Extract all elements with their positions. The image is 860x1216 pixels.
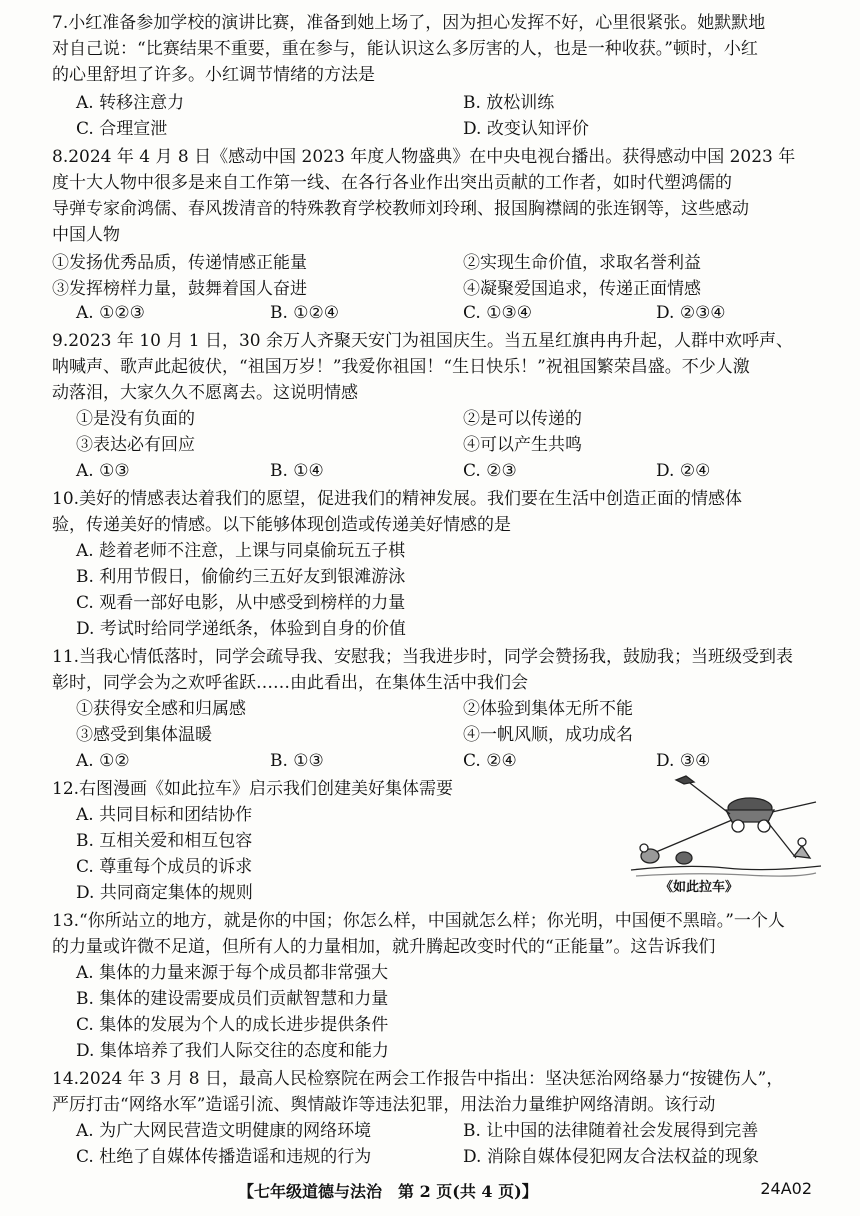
q7-option-c: C. 合理宣泄 <box>76 119 168 139</box>
q7-option-a: A. 转移注意力 <box>76 93 185 113</box>
q13-option-b: B. 集体的建设需要成员们贡献智慧和力量 <box>76 989 389 1009</box>
q9-statement-1: ①是没有负面的 <box>76 409 195 429</box>
q11-option-d: D. ③④ <box>656 751 711 771</box>
q11-statement-1: ①获得安全感和归属感 <box>76 699 246 719</box>
q11-statement-4: ④一帆风顺，成功成名 <box>463 725 633 745</box>
q8-statement-1: ①发扬优秀品质，传递情感正能量 <box>52 253 307 273</box>
q12-option-b: B. 互相关爱和相互包容 <box>76 831 253 851</box>
q14-option-c: C. 杜绝了自媒体传播造谣和违规的行为 <box>76 1147 372 1167</box>
q13-line-1: 13.“你所站立的地方，就是你的中国；你怎么样，中国就怎么样；你光明，中国便不黑暗。”一个人 <box>52 911 785 931</box>
q11-line-2: 彰时，同学会为之欢呼雀跃……由此看出，在集体生活中我们会 <box>52 673 528 693</box>
q14-option-a: A. 为广大网民营造文明健康的网络环境 <box>76 1121 372 1141</box>
q9-option-c: C. ②③ <box>463 461 517 481</box>
q9-line-1: 9.2023 年 10 月 1 日，30 余万人齐聚天安门为祖国庆生。当五星红旗冉冉升起，人群中欢呼声、 <box>52 331 793 351</box>
q14-line-2: 严厉打击“网络水军”造谣引流、舆情敲诈等违法犯罪，用法治力量维护网络清朗。该行动 <box>52 1095 716 1115</box>
q8-option-b: B. ①②④ <box>270 303 340 323</box>
q8-line-4: 中国人物 <box>52 225 120 245</box>
q10-option-a: A. 趁着老师不注意，上课与同桌偷玩五子棋 <box>76 541 406 561</box>
q10-option-d: D. 考试时给同学递纸条，体验到自身的价值 <box>76 619 406 639</box>
q11-option-b: B. ①③ <box>270 751 324 771</box>
q13-option-d: D. 集体培养了我们人际交往的态度和能力 <box>76 1041 389 1061</box>
q9-statement-4: ④可以产生共鸣 <box>463 435 582 455</box>
q11-option-c: C. ②④ <box>463 751 517 771</box>
q11-statement-3: ③感受到集体温暖 <box>76 725 212 745</box>
q12-line-1: 12.右图漫画《如此拉车》启示我们创建美好集体需要 <box>52 779 454 799</box>
q9-option-a: A. ①③ <box>76 461 130 481</box>
q8-line-3: 导弹专家俞鸿儒、春风拨清音的特殊教育学校教师刘玲琍、报国胸襟阔的张连钢等，这些感动 <box>52 199 749 219</box>
q10-line-2: 验，传递美好的情感。以下能够体现创造或传递美好情感的是 <box>52 515 511 535</box>
q7-option-d: D. 改变认知评价 <box>463 119 589 139</box>
q8-line-2: 度十大人物中很多是来自工作第一线、在各行各业作出突出贡献的工作者，如时代塑鸿儒的 <box>52 173 732 193</box>
cartoon-caption: 《如此拉车》 <box>660 880 739 895</box>
q12-option-d: D. 共同商定集体的规则 <box>76 883 253 903</box>
q12-option-c: C. 尊重每个成员的诉求 <box>76 857 253 877</box>
q14-line-1: 14.2024 年 3 月 8 日，最高人民检察院在两会工作报告中指出：坚决惩治网络暴力“按键伤人”， <box>52 1069 784 1089</box>
q14-option-d: D. 消除自媒体侵犯网友合法权益的现象 <box>463 1147 759 1167</box>
q9-option-d: D. ②④ <box>656 461 711 481</box>
q9-statement-2: ②是可以传递的 <box>463 409 582 429</box>
q11-line-1: 11.当我心情低落时，同学会疏导我、安慰我；当我进步时，同学会赞扬我，鼓励我；当班级受到表 <box>52 647 794 667</box>
page-footer <box>0 1179 860 1205</box>
footer-code: 24A02 <box>760 1179 812 1198</box>
q13-line-2: 的力量或许微不足道，但所有人的力量相加，就升腾起改变时代的“正能量”。这告诉我们 <box>52 937 716 957</box>
q9-line-2: 呐喊声、歌声此起彼伏，“祖国万岁！”我爱你祖国！“生日快乐！”祝祖国繁荣昌盛。不少人激 <box>52 357 750 377</box>
q10-option-b: B. 利用节假日，偷偷约三五好友到银滩游泳 <box>76 567 406 587</box>
q9-statement-3: ③表达必有回应 <box>76 435 195 455</box>
q14-option-b: B. 让中国的法律随着社会发展得到完善 <box>463 1121 759 1141</box>
q7-line-3: 的心里舒坦了许多。小红调节情绪的方法是 <box>52 65 375 85</box>
q7-line-2: 对自己说：“比赛结果不重要，重在参与，能认识这么多厉害的人，也是一种收获。”顿时，小红 <box>52 39 758 59</box>
q13-option-a: A. 集体的力量来源于每个成员都非常强大 <box>76 963 389 983</box>
q9-option-b: B. ①④ <box>270 461 324 481</box>
q12-option-a: A. 共同目标和团结协作 <box>76 805 253 825</box>
footer-page-info: 【七年级道德与法治 第 2 页(共 4 页)】 <box>238 1182 538 1201</box>
q8-statement-3: ③发挥榜样力量，鼓舞着国人奋进 <box>52 279 307 299</box>
q8-statement-4: ④凝聚爱国追求，传递正面情感 <box>463 279 701 299</box>
q10-option-c: C. 观看一部好电影，从中感受到榜样的力量 <box>76 593 406 613</box>
q7-line-1: 7.小红准备参加学校的演讲比赛，准备到她上场了，因为担心发挥不好，心里很紧张。她默默地 <box>52 13 766 33</box>
q10-line-1: 10.美好的情感表达着我们的愿望，促进我们的精神发展。我们要在生活中创造正面的情感体 <box>52 489 743 509</box>
q9-line-3: 动落泪，大家久久不愿离去。这说明情感 <box>52 383 358 403</box>
q8-statement-2: ②实现生命价值，求取名誉利益 <box>463 253 701 273</box>
q11-statement-2: ②体验到集体无所不能 <box>463 699 633 719</box>
q8-line-1: 8.2024 年 4 月 8 日《感动中国 2023 年度人物盛典》在中央电视台播出。获得感动中国 2023 年 <box>52 147 796 167</box>
q8-option-c: C. ①③④ <box>463 303 532 323</box>
q8-option-a: A. ①②③ <box>76 303 145 323</box>
q11-option-a: A. ①② <box>76 751 130 771</box>
q7-option-b: B. 放松训练 <box>463 93 555 113</box>
q8-option-d: D. ②③④ <box>656 303 726 323</box>
q13-option-c: C. 集体的发展为个人的成长进步提供条件 <box>76 1015 389 1035</box>
